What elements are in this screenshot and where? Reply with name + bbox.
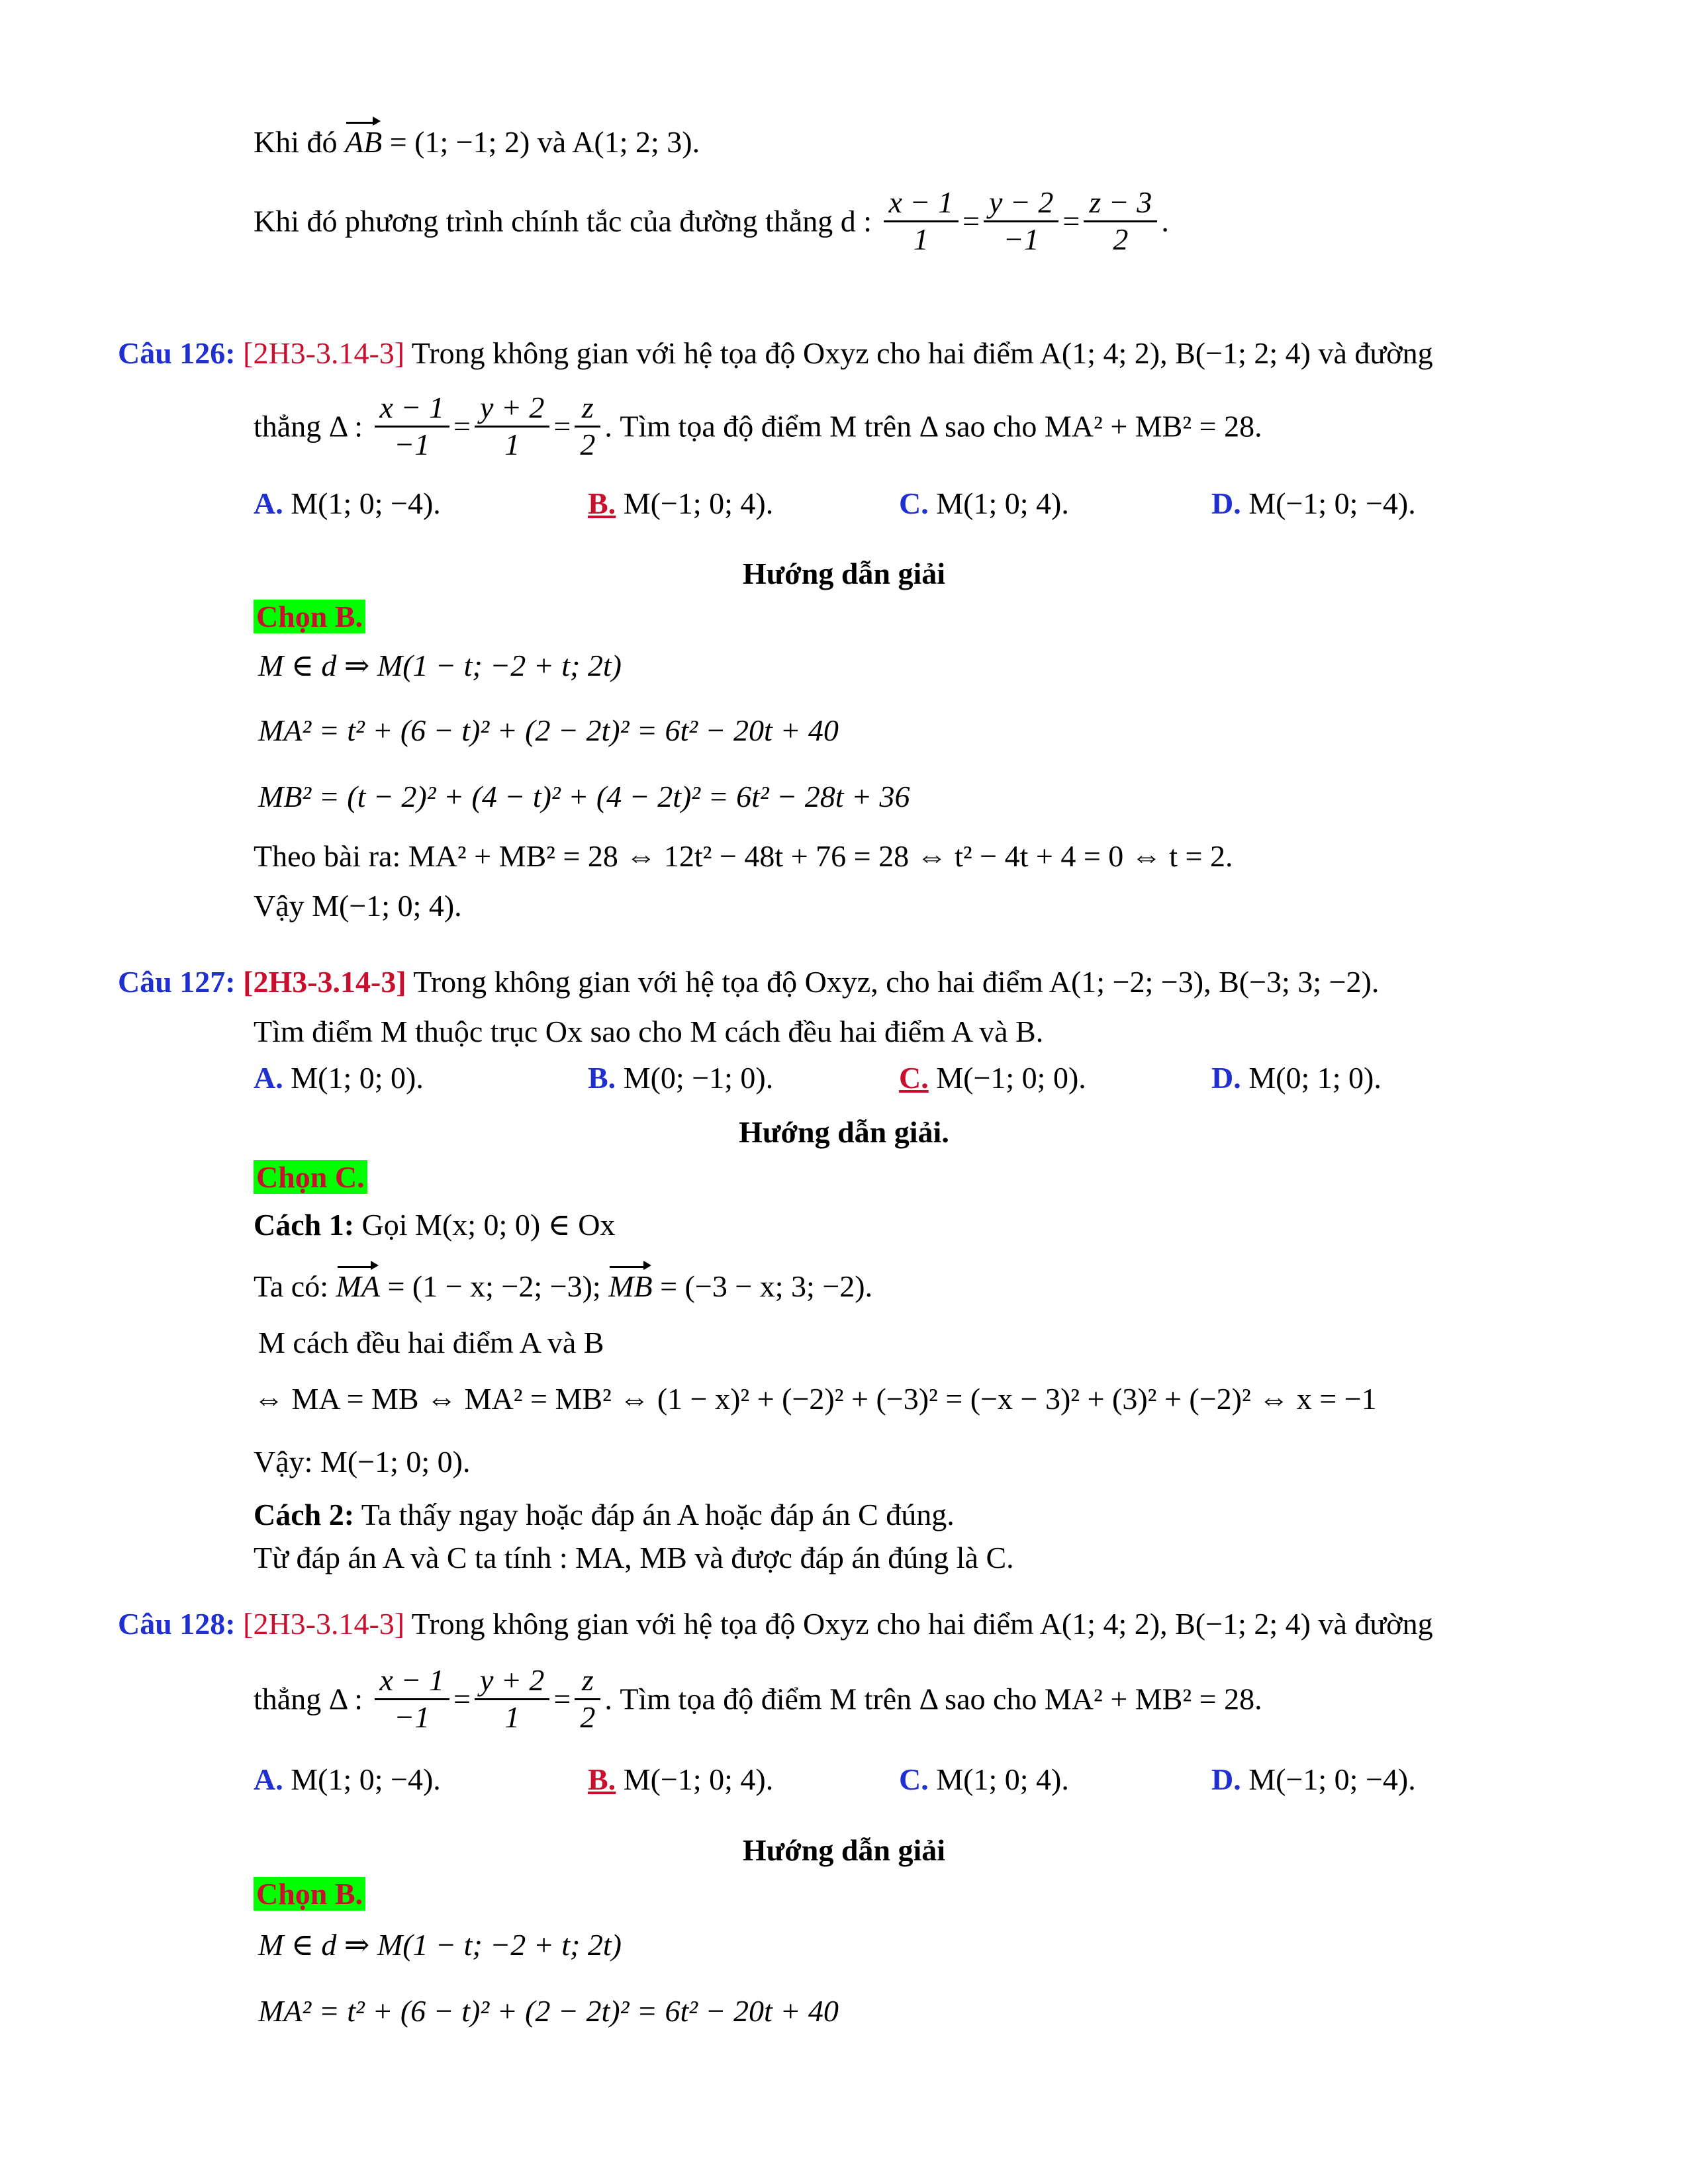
guide-heading: Hướng dẫn giải xyxy=(742,1833,946,1867)
answer-choice: Chọn B. xyxy=(254,1875,365,1913)
fraction: $\frac{y + 2}{1}$ xyxy=(475,390,549,463)
answer-choice: Chọn B. xyxy=(254,598,365,636)
option-a[interactable]: A. M(1; 0; −4). xyxy=(254,1762,441,1796)
fraction: $\frac{x - 1}{1}$ xyxy=(884,185,959,257)
question-127-stem-2: Tìm điểm M thuộc trục Ox sao cho M cách đều hai điểm A và B. xyxy=(254,1015,1044,1048)
method-1: Cách 1: Gọi M(x; 0; 0) ∈ Ox xyxy=(254,1208,616,1242)
option-c[interactable]: C. M(1; 0; 4). xyxy=(899,1762,1069,1796)
option-c[interactable]: C. M(−1; 0; 0). xyxy=(899,1061,1086,1095)
question-number: Câu 128: xyxy=(118,1607,236,1641)
answer-choice: Chọn C. xyxy=(254,1158,367,1197)
option-b[interactable]: B. M(−1; 0; 4). xyxy=(588,1762,774,1796)
solution-line: MA² = t² + (6 − t)² + (2 − 2t)² = 6t² − 20t + 40 xyxy=(258,1994,839,2028)
fraction: $\frac{z}{2}$ xyxy=(575,390,600,463)
intro-line-1: Khi đó AB = (1; −1; 2) và A(1; 2; 3). xyxy=(254,123,700,161)
option-b[interactable]: B. M(−1; 0; 4). xyxy=(588,486,774,520)
vector-mb: MB xyxy=(608,1267,652,1306)
vector-ab: AB xyxy=(345,123,382,161)
solution-line: M cách đều hai điểm A và B xyxy=(258,1326,604,1359)
guide-heading: Hướng dẫn giải xyxy=(742,557,946,590)
solution-line: Từ đáp án A và C ta tính : MA, MB và được đáp án đúng là C. xyxy=(254,1541,1014,1574)
vector-line: Ta có: MA = (1 − x; −2; −3); MB = (−3 − x; 3; −2). xyxy=(254,1267,872,1306)
method-2: Cách 2: Ta thấy ngay hoặc đáp án A hoặc đáp án C đúng. xyxy=(254,1498,955,1531)
option-d[interactable]: D. M(0; 1; 0). xyxy=(1211,1061,1382,1095)
solution-line: Vậy M(−1; 0; 4). xyxy=(254,889,462,923)
question-126-line: thẳng Δ : $\frac{x - 1}{-1}$ = $\frac{y + 2}{1}$ = $\frac{z}{2}$ . Tìm tọa độ điểm M trên Δ sao cho MA² + MB² = 28. xyxy=(254,390,1262,461)
question-127-stem: Câu 127: [2H3-3.14-3] Trong không gian với hệ tọa độ Oxyz, cho hai điểm A(1; −2; −3), B(−3; 3; −2). xyxy=(118,965,1380,999)
fraction: $\frac{z}{2}$ xyxy=(575,1663,600,1735)
question-number: Câu 126: xyxy=(118,336,236,370)
fraction: $\frac{y + 2}{1}$ xyxy=(475,1663,549,1735)
solution-line: MB² = (t − 2)² + (4 − t)² + (4 − 2t)² = 6t² − 28t + 36 xyxy=(258,780,910,813)
option-a[interactable]: A. M(1; 0; −4). xyxy=(254,486,441,520)
option-c[interactable]: C. M(1; 0; 4). xyxy=(899,486,1069,520)
question-126-stem: Câu 126: [2H3-3.14-3] Trong không gian với hệ tọa độ Oxyz cho hai điểm A(1; 4; 2), B(−1; 2; 4) và đường xyxy=(118,336,1433,370)
question-number: Câu 127: xyxy=(118,965,236,999)
vector-ma: MA xyxy=(336,1267,380,1306)
solution-line: MA² = t² + (6 − t)² + (2 − 2t)² = 6t² − 20t + 40 xyxy=(258,713,839,747)
question-127-options xyxy=(254,1059,1644,1105)
solution-line: M ∈ d ⇒ M(1 − t; −2 + t; 2t) xyxy=(258,1928,622,1962)
solution-line: ⇔ MA = MB ⇔ MA² = MB² ⇔ (1 − x)² + (−2)² + (−3)² = (−x − 3)² + (3)² + (−2)² ⇔ x = −1 xyxy=(254,1382,1377,1416)
fraction: $\frac{y - 2}{-1}$ xyxy=(984,185,1058,257)
intro-line-2: Khi đó phương trình chính tắc của đường thẳng d : $\frac{x - 1}{1}$ = $\frac{y - 2}{-1}$ = $\frac{z - 3}{2}$ . xyxy=(254,185,1169,256)
question-128-options xyxy=(254,1760,1644,1807)
solution-line: M ∈ d ⇒ M(1 − t; −2 + t; 2t) xyxy=(258,649,622,682)
question-tag: [2H3-3.14-3] xyxy=(243,336,405,370)
question-tag: [2H3-3.14-3] xyxy=(243,1607,405,1641)
question-tag: [2H3-3.14-3] xyxy=(243,965,406,999)
option-b[interactable]: B. M(0; −1; 0). xyxy=(588,1061,774,1095)
question-128-line: thẳng Δ : $\frac{x - 1}{-1}$ = $\frac{y + 2}{1}$ = $\frac{z}{2}$ . Tìm tọa độ điểm M trên Δ sao cho MA² + MB² = 28. xyxy=(254,1663,1262,1734)
option-a[interactable]: A. M(1; 0; 0). xyxy=(254,1061,424,1095)
option-d[interactable]: D. M(−1; 0; −4). xyxy=(1211,486,1416,520)
solution-line: Theo bài ra: MA² + MB² = 28 ⇔ 12t² − 48t + 76 = 28 ⇔ t² − 4t + 4 = 0 ⇔ t = 2. xyxy=(254,839,1233,873)
fraction: $\frac{z - 3}{2}$ xyxy=(1084,185,1157,257)
guide-heading: Hướng dẫn giải. xyxy=(739,1115,949,1149)
question-128-stem: Câu 128: [2H3-3.14-3] Trong không gian với hệ tọa độ Oxyz cho hai điểm A(1; 4; 2), B(−1; 2; 4) và đường xyxy=(118,1607,1433,1641)
question-126-options xyxy=(254,484,1644,531)
option-d[interactable]: D. M(−1; 0; −4). xyxy=(1211,1762,1416,1796)
fraction: $\frac{x - 1}{-1}$ xyxy=(375,390,449,463)
fraction: $\frac{x - 1}{-1}$ xyxy=(375,1663,449,1735)
solution-line: Vậy: M(−1; 0; 0). xyxy=(254,1445,471,1479)
